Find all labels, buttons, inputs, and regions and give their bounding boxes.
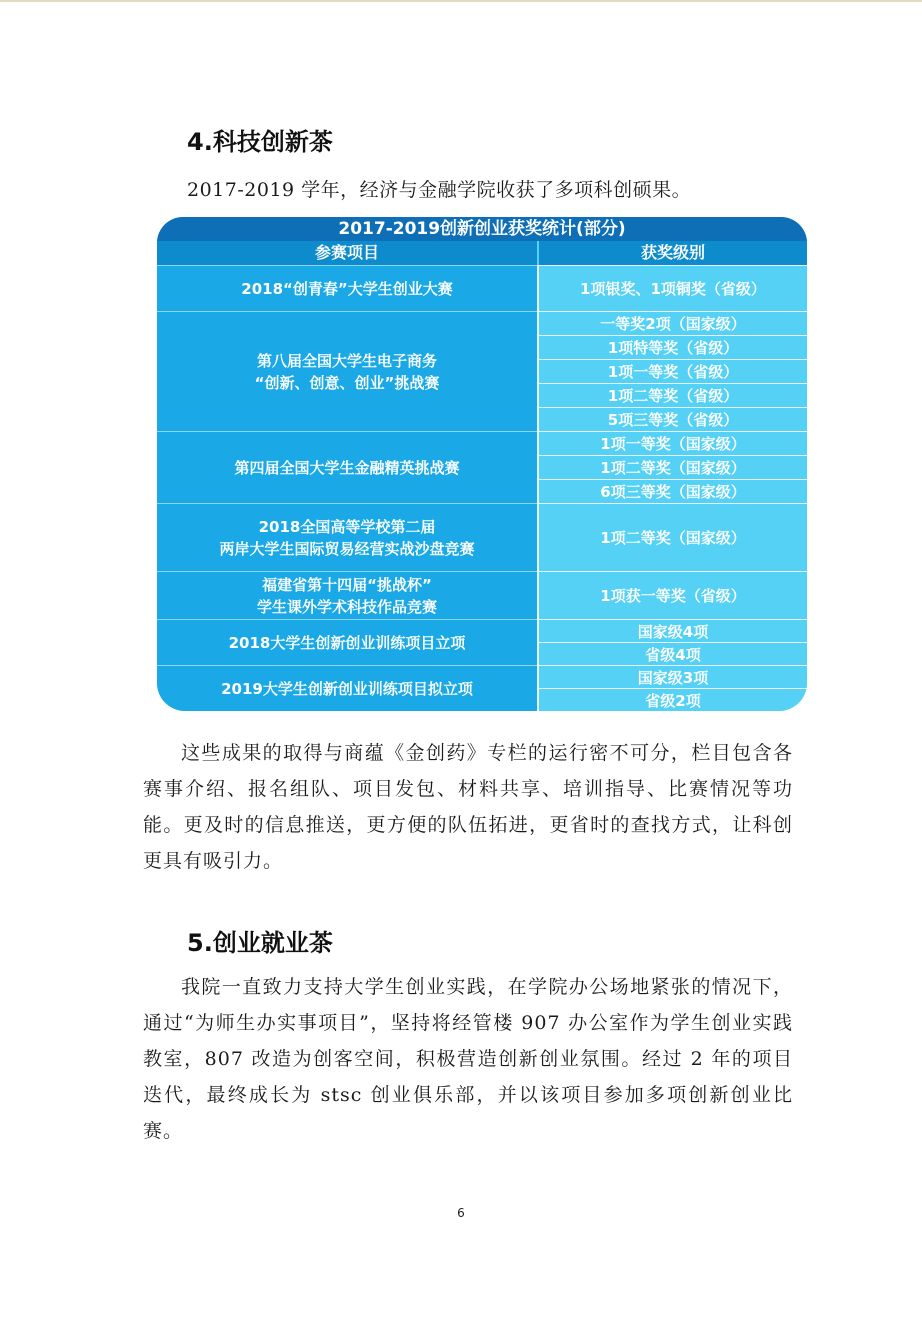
paragraph-text: 这些成果的取得与商蕴《金创药》专栏的运行密不可分，栏目包含各赛事介绍、报名组队、项目发包、材料共享、培训指导、比赛情况等功能。更及时的信息推送，更方便的队伍拓进，更省时的查找方式，让科创更具有吸引力。	[143, 742, 793, 872]
table-row-award: 1项二等奖（国家级）	[539, 503, 807, 571]
table-row-project	[157, 619, 537, 665]
table-row-project	[157, 665, 537, 711]
project-line: 两岸大学生国际贸易经营实战沙盘竞赛	[219, 539, 475, 558]
project-line: 2018全国高等学校第二届	[258, 517, 436, 536]
entrepreneurship-paragraph	[143, 969, 793, 1149]
column-divider	[537, 265, 539, 711]
table-row-award: 1项一等奖（省级）	[539, 359, 807, 383]
table-row-award: 一等奖2项（国家级）	[539, 311, 807, 335]
paragraph-text: 我院一直致力支持大学生创业实践，在学院办公场地紧张的情况下，通过“为师生办实事项目”，坚持将经管楼 907 办公室作为学生创业实践教室，807 改造为创客空间，积极营造创新创业氛围。经过 2 年的项目迭代，最终成长为 stsc 创业俱乐部，并以该项目参加多项创新创业比赛。	[143, 976, 793, 1142]
table-row-project	[157, 265, 537, 311]
table-row-project	[157, 503, 537, 571]
table-row-award: 国家级3项	[539, 665, 807, 688]
table-header-award: 获奖级别	[539, 241, 807, 265]
project-line: 福建省第十四届“挑战杯”	[262, 575, 432, 594]
section-4-heading: 4.科技创新茶	[187, 128, 333, 156]
table-row-project	[157, 571, 537, 619]
section-4-intro: 2017-2019 学年，经济与金融学院收获了多项科创硕果。	[187, 179, 692, 201]
table-row-award: 1项一等奖（国家级）	[539, 431, 807, 455]
table-row-award: 1项银奖、1项铜奖（省级）	[539, 265, 807, 311]
project-line: 2019大学生创新创业训练项目拟立项	[221, 679, 473, 698]
table-row-project	[157, 431, 537, 503]
table-row-award: 6项三等奖（国家级）	[539, 479, 807, 503]
project-line: 2018大学生创新创业训练项目立项	[228, 633, 466, 652]
table-row-award: 1项二等奖（国家级）	[539, 455, 807, 479]
table-title: 2017-2019创新创业获奖统计(部分)	[157, 217, 807, 241]
table-row-award: 1项二等奖（省级）	[539, 383, 807, 407]
achievement-paragraph	[143, 735, 793, 879]
table-row-project	[157, 311, 537, 431]
table-row-award: 国家级4项	[539, 619, 807, 642]
table-row-award: 省级4项	[539, 642, 807, 665]
project-line: “创新、创意、创业”挑战赛	[254, 373, 440, 392]
project-line: 第八届全国大学生电子商务	[256, 351, 437, 370]
table-row-award: 1项特等奖（省级）	[539, 335, 807, 359]
project-line: 2018“创青春”大学生创业大赛	[241, 279, 453, 298]
page-number: 6	[457, 1206, 465, 1220]
top-rule	[0, 0, 922, 2]
table-row-award: 5项三等奖（省级）	[539, 407, 807, 431]
awards-table	[157, 217, 807, 711]
table-row-award: 省级2项	[539, 688, 807, 711]
section-5-heading: 5.创业就业茶	[187, 929, 333, 957]
table-header-project: 参赛项目	[157, 241, 537, 265]
table-row-award: 1项获一等奖（省级）	[539, 571, 807, 619]
project-line: 学生课外学术科技作品竞赛	[256, 597, 437, 616]
project-line: 第四届全国大学生金融精英挑战赛	[234, 458, 460, 477]
